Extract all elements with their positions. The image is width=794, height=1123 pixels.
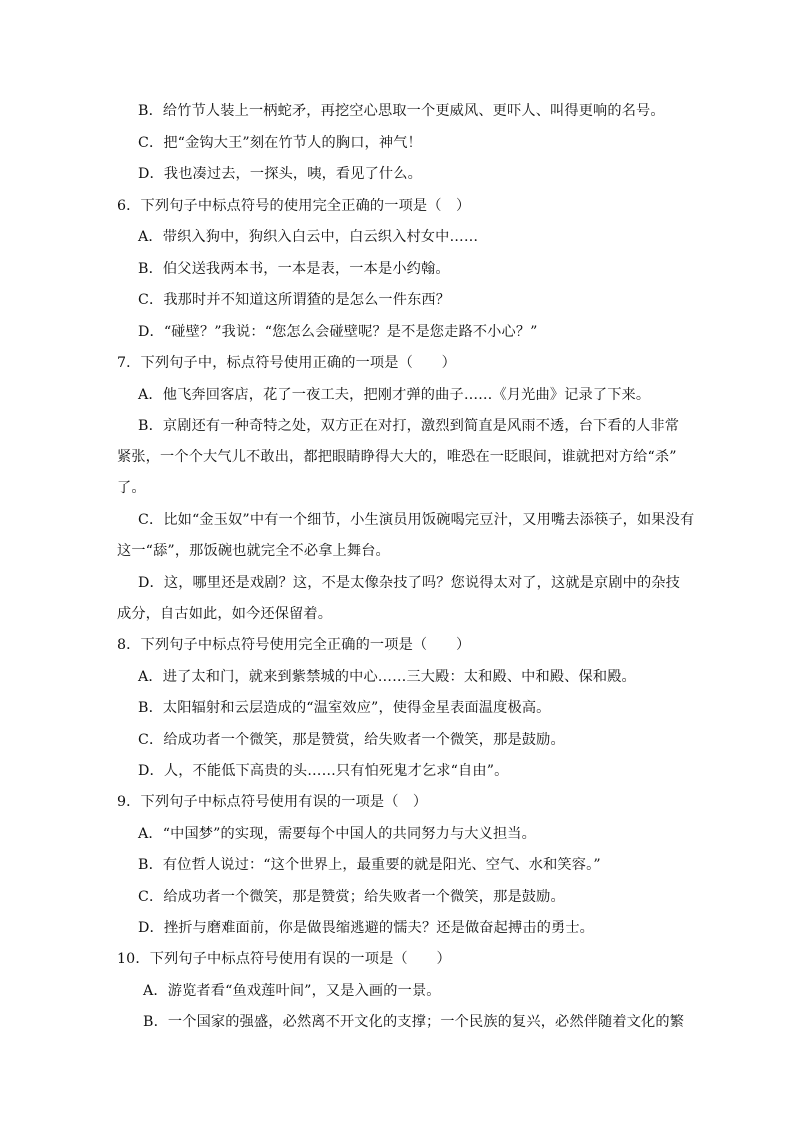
q6-option-a-text: A．带织入狗中，狗织入白云中，白云织入村女中…… [138, 229, 479, 245]
q7-option-b-continued-text: 紧张，一个个大气儿不敢出，都把眼睛睁得大大的，唯恐在一眨眼间，谁就把对方给“杀” [117, 449, 677, 465]
q10-option-a-text: A．游览者看“鱼戏莲叶间”，又是入画的一景。 [143, 983, 441, 999]
q7-option-c-continued-text: 这一“舔”，那饭碗也就完全不必拿上舞台。 [117, 543, 390, 559]
q8-option-d-text: D．人，不能低下高贵的头……只有怕死鬼才乞求“自由”。 [138, 763, 509, 779]
question-8-stem: 8．下列句子中标点符号使用完全正确的一项是（ ） [117, 637, 471, 653]
q8-option-c-text: C．给成功者一个微笑，那是赞赏，给失败者一个微笑，那是鼓励。 [138, 732, 565, 748]
q7-option-a-text: A．他飞奔回客店，花了一夜工夫，把刚才弹的曲子……《月光曲》记录了下来。 [138, 387, 651, 403]
q6-option-c-text: C．我那时并不知道这所谓猹的是怎么一件东西？ [138, 292, 451, 308]
q7-option-b-text: B．京剧还有一种奇特之处，双方正在对打，激烈到简直是风雨不透，台下看的人非常 [138, 418, 680, 434]
q9-option-c-text: C．给成功者一个微笑，那是赞赏；给失败者一个微笑，那是鼓励。 [138, 889, 565, 905]
question-6-stem: 6．下列句子中标点符号的使用完全正确的一项是（ ） [117, 198, 471, 214]
q8-option-b-text: B．太阳辐射和云层造成的“温室效应”，使得金星表面温度极高。 [138, 700, 551, 716]
q10-option-b-text: B．一个国家的强盛，必然离不开文化的支撑；一个民族的复兴，必然伴随着文化的繁 [143, 1014, 685, 1030]
question-7-stem: 7．下列句子中，标点符号使用正确的一项是（ ） [117, 355, 456, 371]
q7-option-b-end-text: 了。 [117, 480, 146, 496]
question-9-stem: 9．下列句子中标点符号使用有误的一项是（ ） [117, 794, 428, 810]
q8-option-a-text: A．进了太和门，就来到紫禁城的中心……三大殿：太和殿、中和殿、保和殿。 [138, 669, 636, 685]
q9-option-d-text: D．挫折与磨难面前，你是做畏缩逃避的懦夫？还是做奋起搏击的勇士。 [138, 920, 594, 936]
q7-option-d-continued-text: 成分，自古如此，如今还保留着。 [117, 606, 333, 622]
q7-option-c-text: C．比如“金玉奴”中有一个细节，小生演员用饭碗喝完豆汁，又用嘴去添筷子，如果没有 [138, 512, 695, 528]
q6-option-b-text: B．伯父送我两本书，一本是表，一本是小约翰。 [138, 261, 450, 277]
q7-option-d-text: D．这，哪里还是戏剧？这，不是太像杂技了吗？您说得太对了，这就是京剧中的杂技 [138, 575, 681, 591]
q9-option-b-text: B．有位哲人说过：“这个世界上，最重要的就是阳光、空气、水和笑容。” [138, 857, 601, 873]
q5-option-d-text: D．我也凑过去，一探头，咦，看见了什么。 [138, 166, 422, 182]
q6-option-d-text: D．“碰壁？”我说：“您怎么会碰壁呢？是不是您走路不小心？” [138, 324, 538, 340]
q5-option-b-text: B．给竹节人装上一柄蛇矛，再挖空心思取一个更威风、更吓人、叫得更响的名号。 [138, 103, 665, 119]
q5-option-c-text: C．把“金钩大王”刻在竹节人的胸口，神气！ [138, 135, 422, 151]
q9-option-a-text: A．“中国梦”的实现，需要每个中国人的共同努力与大义担当。 [138, 826, 536, 842]
question-10-stem: 10．下列句子中标点符号使用有误的一项是（ ） [117, 951, 451, 967]
